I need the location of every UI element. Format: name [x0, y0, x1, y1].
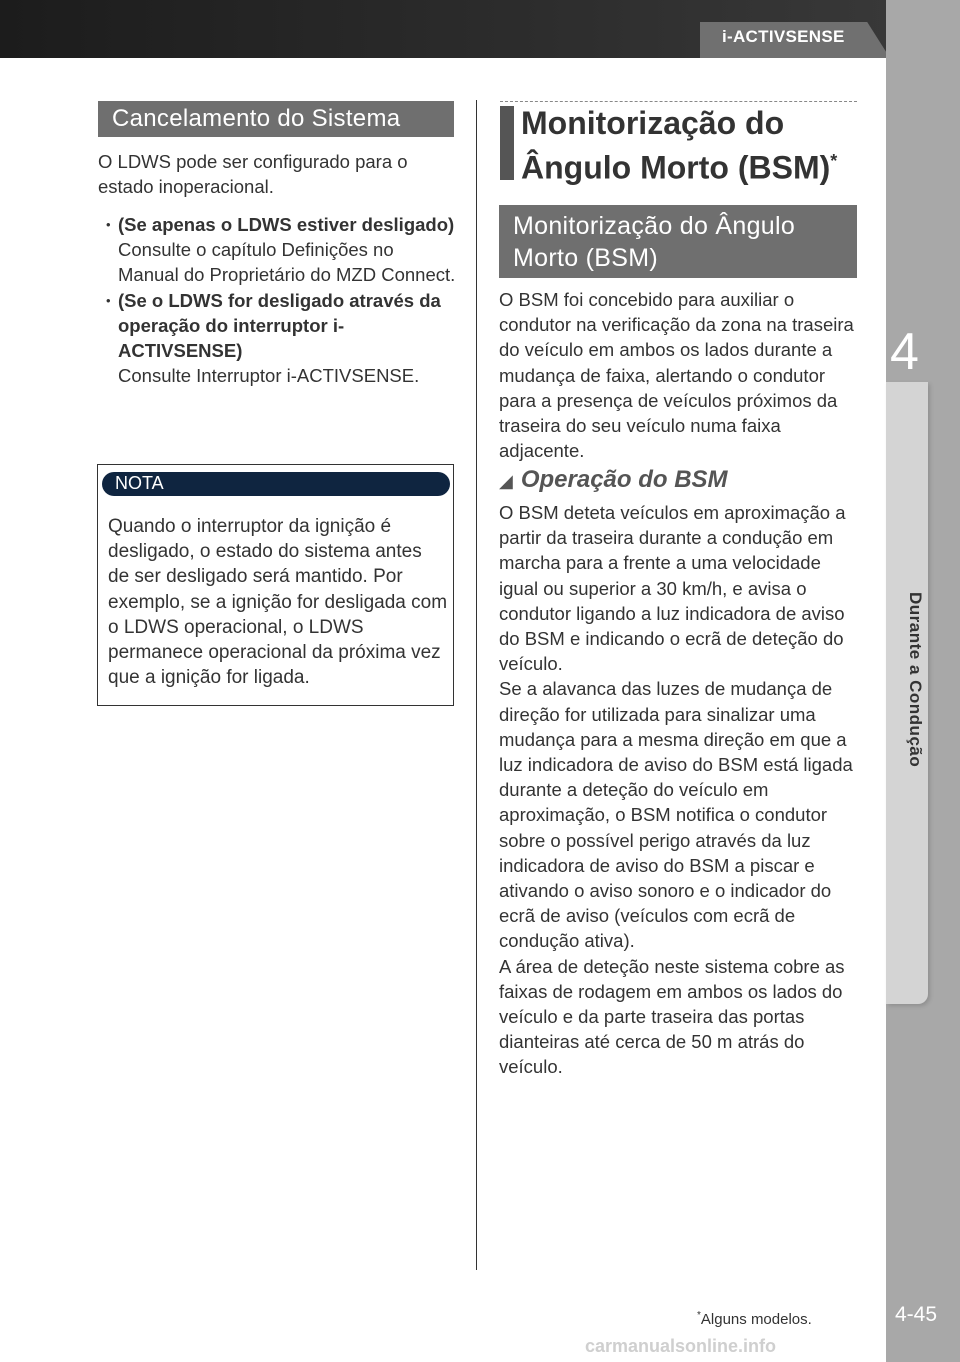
chapter-number: 4: [890, 323, 919, 381]
list-item: [106, 212, 456, 288]
footnote: *Alguns modelos.: [697, 1310, 812, 1328]
operation-paragraph: O BSM deteta veículos em aproximação a partir da traseira durante a condução em marcha para a frente a uma velocidade igual ou superior a 30 km/h, e avisa o condutor ligando a luz indicadora de aviso do BSM e indicando o ecrã de deteção do veículo.: [499, 502, 846, 675]
footnote-asterisk: *: [697, 1310, 701, 1321]
bsm-subheading: Monitorização do Ângulo Morto (BSM): [499, 205, 857, 278]
cancel-bullet-list: [106, 212, 456, 388]
chapter-name[interactable]: Durante a Condução: [906, 592, 925, 768]
cancel-system-heading: Cancelamento do Sistema: [98, 101, 454, 137]
bullet-text: Consulte Interruptor i-ACTIVSENSE.: [118, 365, 420, 387]
operation-paragraph: A área de deteção neste sistema cobre as faixas de rodagem em ambos os lados do veículo e da parte traseira das portas dianteiras até cerca de 50 m atrás do veículo.: [499, 955, 845, 1078]
title-accent-bar: [500, 106, 514, 180]
bsm-operation-body: [499, 500, 861, 1080]
title-asterisk: *: [830, 151, 838, 171]
bullet-text: Consulte o capítulo Definições no Manual do Proprietário do MZD Connect.: [118, 239, 456, 286]
page-number: 4-45: [895, 1303, 938, 1326]
bsm-intro: O BSM foi concebido para auxiliar o condutor na verificação da zona na traseira do veículo em ambos os lados durante a mudança de faixa, alertando o condutor para a presença de veículos próximos da traseira do seu veículo numa faixa adjacente.: [499, 289, 854, 462]
note-text: Quando o interruptor da ignição é desligado, o estado do sistema antes de ser desligado será mantido. Por exemplo, se a ignição for desligada com o LDWS operacional, o LDWS permanece operacional da próxima vez que a ignição for ligada.: [108, 516, 448, 689]
bsm-title-text: Monitorização do Ângulo Morto (BSM): [521, 105, 831, 186]
triangle-icon: ◢: [499, 471, 513, 491]
list-item: [106, 288, 456, 389]
bsm-title: [521, 104, 861, 187]
note-label: NOTA: [115, 473, 164, 493]
dashed-rule: [500, 101, 857, 102]
section-title: i-ACTIVSENSE: [722, 27, 845, 46]
column-divider: [476, 100, 477, 1270]
cancel-intro: O LDWS pode ser configurado para o estado inoperacional.: [98, 151, 408, 198]
bsm-operation-heading: ◢ Operação do BSM: [499, 466, 728, 493]
operation-paragraph: Se a alavanca das luzes de mudança de direção for utilizada para sinalizar uma mudança para a mesma direção em que a luz indicadora de aviso do BSM está ligada durante a deteção do veículo em aproximação, o BSM notifica o condutor sobre o possível perigo através da luz indicadora de aviso do BSM a piscar e ativando o aviso sonoro e o indicador do ecrã de aviso (veículos com ecrã de condução ativa).: [499, 678, 853, 952]
bullet-title: • (Se o LDWS for desligado através da operação do interruptor i-ACTIVSENSE): [118, 289, 441, 362]
bullet-title: • (Se apenas o LDWS estiver desligado): [118, 214, 455, 235]
watermark: carmanualsonline.info: [585, 1336, 777, 1356]
